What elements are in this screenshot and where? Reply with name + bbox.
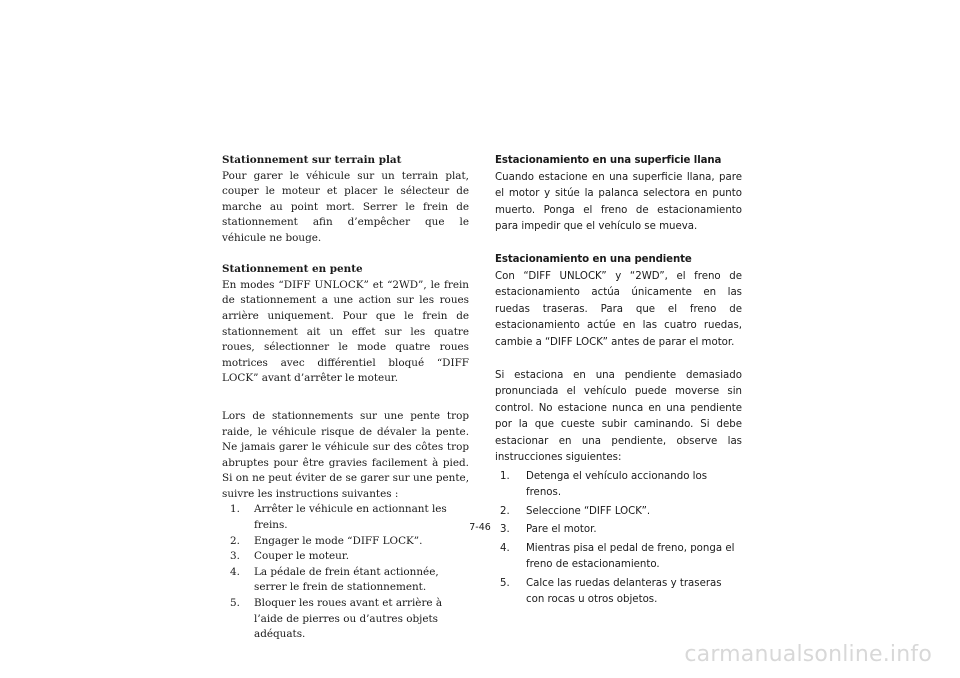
- fr-heading-flat: Stationnement sur terrain plat: [222, 154, 402, 166]
- es-steps-list: [495, 469, 742, 609]
- watermark: carmanualsonline.info: [684, 642, 932, 667]
- list-item: 3. Pare el motor.: [500, 524, 597, 535]
- es-body-flat: Cuando estacione en una superficie llana, pare el motor y sitúe la palanca selectora en punto muerto. Ponga el freno de estacionamiento para impedir que el vehículo se mueva.: [495, 171, 742, 232]
- list-item: 5. Bloquer les roues avant et arrière à l’aide de pierres ou d’autres objets adéquats.: [230, 597, 443, 641]
- list-item: 2. Seleccione “DIFF LOCK”.: [500, 505, 651, 517]
- es-intro-steep: Si estaciona en una pendiente demasiado pronunciada el vehículo puede moverse sin control. No estacione nunca en una pendiente por la que cueste subir caminando. Si debe estacionar en una pendiente, observe las instrucciones siguientes:: [495, 369, 742, 463]
- fr-body-flat: Pour garer le véhicule sur un terrain plat, couper le moteur et placer le sélecteur de marche au point mort. Serrer le frein de stationnement afin d’empêcher que le véhicule ne bouge.: [222, 169, 469, 244]
- es-body-slope: Con “DIFF UNLOCK” y “2WD”, el freno de estacionamiento actúa únicamente en las ruedas traseras. Para que el freno de estacionamiento actúe en las cuatro ruedas, cambie a “DIFF LOCK” antes de parar el motor.: [495, 270, 742, 348]
- es-heading-flat: Estacionamiento en una superficie llana: [495, 155, 722, 166]
- list-item: 1. Arrêter le véhicule en actionnant les freins.: [230, 503, 447, 532]
- fr-body-slope: En modes “DIFF UNLOCK” et “2WD”, le frein de stationnement a une action sur les roues arrière uniquement. Pour que le frein de stationnement ait un effet sur les quatre roues, sélectionner le mode quatre roues motrices avec différentiel bloqué “DIFF LOCK” avant d’arrêter le moteur.: [222, 278, 469, 385]
- page-number: 7-46: [469, 522, 491, 533]
- list-item: 3. Couper le moteur.: [230, 550, 349, 563]
- fr-heading-slope: Stationnement en pente: [222, 263, 363, 276]
- french-column: [222, 153, 469, 643]
- spanish-column: [495, 153, 742, 609]
- fr-intro-steep: Lors de stationnements sur une pente trop raide, le véhicule risque de dévaler la pente. Ne jamais garer le véhicule sur des côtes trop abruptes pour être gravies facilement à pied. Si on ne peut éviter de se garer sur une pente, suivre les instructions suivantes :: [222, 409, 469, 500]
- es-heading-slope: Estacionamiento en una pendiente: [495, 254, 692, 265]
- list-item: 1. Detenga el vehículo accionando los frenos.: [500, 470, 708, 498]
- list-item: 4. Mientras pisa el pedal de freno, ponga el freno de estacionamiento.: [500, 542, 735, 570]
- list-item: 4. La pédale de frein étant actionnée, serrer le frein de stationnement.: [230, 565, 439, 594]
- list-item: 2. Engager le mode “DIFF LOCK”.: [230, 534, 423, 547]
- list-item: 5. Calce las ruedas delanteras y traseras con rocas u otros objetos.: [500, 577, 722, 605]
